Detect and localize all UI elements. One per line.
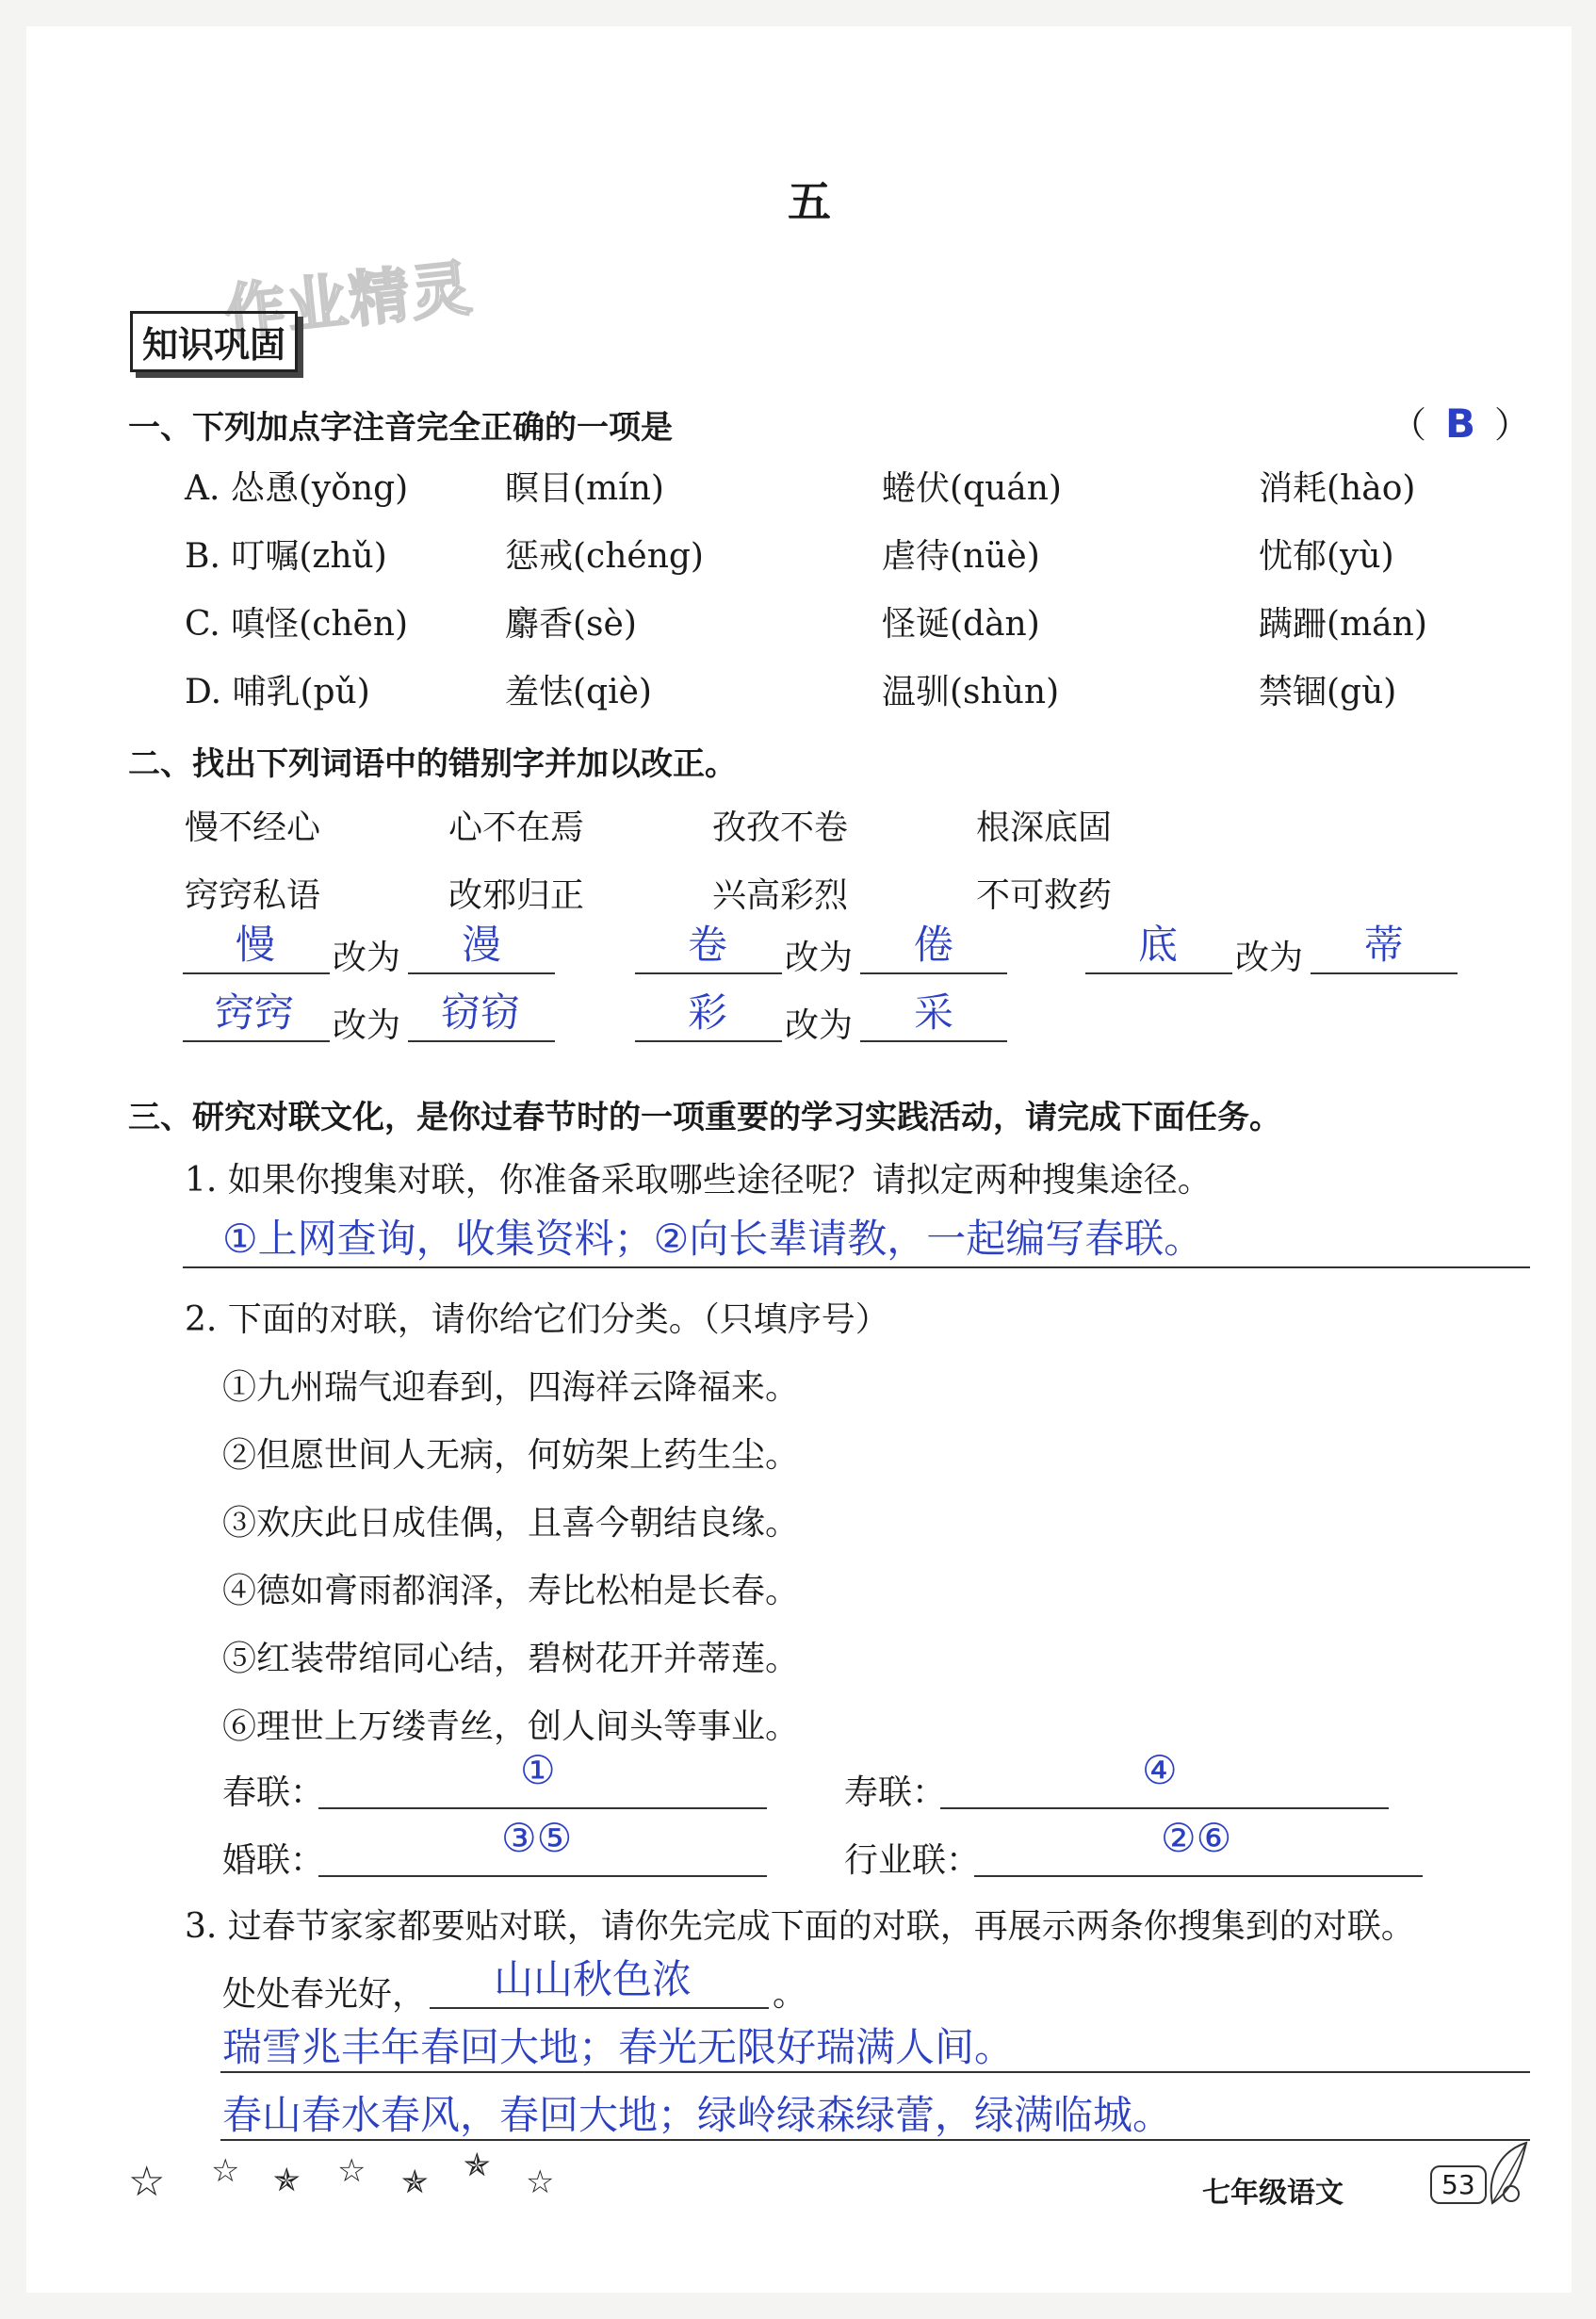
change-to-label: 改为	[785, 1006, 854, 1045]
correction-wrong: 窍窍	[215, 989, 295, 1036]
footer-subject: 七年级语文	[1202, 2177, 1344, 2210]
q1-option-c2: 麝香(sè)	[505, 605, 637, 644]
q1-option-d3: 温驯(shùn)	[882, 673, 1060, 711]
couplet-fill-answer: 山山秋色浓	[494, 1956, 692, 2002]
answer-line	[220, 2071, 1530, 2073]
correction-wrong: 彩	[688, 989, 728, 1036]
q2-word: 心不在焉	[448, 808, 585, 847]
answer-line	[635, 1040, 782, 1042]
section-label: 知识巩固	[130, 311, 298, 372]
q3-part2-prompt: 2. 下面的对联，请你给它们分类。（只填序号）	[185, 1300, 889, 1339]
couplet-item: ③欢庆此日成佳偶，且喜今朝结良缘。	[222, 1504, 800, 1543]
couplet-item: ②但愿世间人无病，何妨架上药生尘。	[222, 1436, 800, 1475]
page-number: 53	[1430, 2165, 1487, 2204]
answer-line	[183, 972, 330, 974]
answer-line	[860, 972, 1007, 974]
correction-right: 蒂	[1364, 922, 1405, 968]
q2-word: 窍窍私语	[185, 876, 321, 915]
correction-wrong: 底	[1138, 922, 1179, 968]
change-to-label: 改为	[333, 939, 401, 977]
spring-couplet-label: 春联：	[222, 1773, 325, 1812]
q3-heading: 三、研究对联文化，是你过春节时的一项重要的学习实践活动，请完成下面任务。	[128, 1099, 1281, 1136]
answer-line	[318, 1875, 767, 1877]
trade-couplet-label: 行业联：	[844, 1841, 981, 1880]
correction-right: 窃窃	[441, 989, 521, 1036]
wedding-couplet-label: 婚联：	[222, 1841, 325, 1880]
longevity-couplet-answer: ④	[1142, 1747, 1178, 1793]
q2-word: 慢不经心	[185, 808, 321, 847]
correction-wrong: 慢	[236, 922, 276, 968]
answer-line	[408, 972, 555, 974]
q1-option-d4: 禁锢(gù)	[1259, 673, 1397, 711]
q1-option-b1: B. 叮嘱(zhǔ)	[185, 537, 387, 576]
answer-line	[408, 1040, 555, 1042]
couplet-prefix: 处处春光好，	[222, 1975, 427, 2014]
answer-line	[430, 2007, 769, 2009]
change-to-label: 改为	[785, 939, 854, 977]
couplet-item: ⑥理世上万缕青丝，创人间头等事业。	[222, 1707, 800, 1746]
q1-option-a2: 瞑目(mín)	[505, 469, 664, 508]
q3-part1-answer: ①上网查询，收集资料；②向长辈请教，一起编写春联。	[222, 1216, 1204, 1262]
q1-option-c3: 怪诞(dàn)	[882, 605, 1040, 644]
q2-word: 不可救药	[976, 876, 1113, 915]
star-icon: ✯	[464, 2147, 491, 2184]
leaf-ornament-icon	[1483, 2137, 1536, 2213]
q1-option-c1: C. 嗔怪(chēn)	[185, 605, 409, 644]
change-to-label: 改为	[333, 1006, 401, 1045]
q1-option-a3: 蜷伏(quán)	[882, 469, 1062, 508]
spring-couplet-answer: ①	[520, 1747, 556, 1793]
answer-line	[183, 1040, 330, 1042]
star-icon: ✯	[401, 2164, 429, 2201]
q1-option-c4: 蹒跚(mán)	[1259, 605, 1427, 644]
answer-line	[220, 2139, 1530, 2141]
q1-option-b2: 惩戒(chéng)	[505, 537, 704, 576]
star-icon: ☆	[526, 2164, 555, 2201]
answer-line	[1311, 972, 1458, 974]
correction-wrong: 卷	[688, 922, 728, 968]
couplet-item: ④德如膏雨都润泽，寿比松柏是长春。	[222, 1572, 800, 1610]
q2-word: 根深底固	[976, 808, 1113, 847]
page	[26, 26, 1572, 2293]
q2-word: 改邪归正	[448, 876, 585, 915]
wedding-couplet-answer: ③⑤	[501, 1815, 573, 1861]
page-title: 五	[788, 176, 831, 227]
answer-line	[974, 1875, 1423, 1877]
star-icon: ☆	[337, 2152, 366, 2190]
q3-part1-prompt: 1. 如果你搜集对联，你准备采取哪些途径呢？请拟定两种搜集途径。	[185, 1161, 1212, 1200]
q1-option-b4: 忧郁(yù)	[1259, 537, 1394, 576]
star-icon: ☆	[211, 2152, 240, 2190]
answer-line	[318, 1807, 767, 1809]
couplet-item: ⑤红装带绾同心结，碧树花开并蒂莲。	[222, 1640, 800, 1678]
q1-option-d2: 羞怯(qiè)	[505, 673, 652, 711]
q2-heading: 二、找出下列词语中的错别字并加以改正。	[128, 745, 737, 783]
q1-option-d1: D. 哺乳(pǔ)	[185, 673, 370, 711]
trade-couplet-answer: ②⑥	[1161, 1815, 1232, 1861]
star-icon: ☆	[128, 2158, 166, 2206]
q1-heading: 一、下列加点字注音完全正确的一项是	[128, 409, 673, 447]
correction-right: 倦	[914, 922, 954, 968]
q1-option-a4: 消耗(hào)	[1259, 469, 1416, 508]
answer-line	[940, 1807, 1389, 1809]
collected-couplet-1: 瑞雪兆丰年春回大地；春光无限好瑞满人间。	[222, 2024, 1015, 2070]
answer-line	[183, 1266, 1530, 1268]
q3-part3-prompt: 3. 过春节家家都要贴对联，请你先完成下面的对联，再展示两条你搜集到的对联。	[185, 1907, 1415, 1946]
q1-option-a1: A. 怂恿(yǒng)	[185, 469, 409, 508]
answer-line	[1085, 972, 1232, 974]
q2-word: 兴高彩烈	[712, 876, 849, 915]
couplet-suffix: 。	[773, 1975, 807, 2014]
longevity-couplet-label: 寿联：	[844, 1773, 947, 1812]
q1-answer: B	[1445, 400, 1476, 447]
collected-couplet-2: 春山春水春风，春回大地；绿岭绿森绿蕾，绿满临城。	[222, 2092, 1173, 2138]
q1-option-b3: 虐待(nüè)	[882, 537, 1040, 576]
watermark: 作业精灵	[221, 253, 477, 350]
correction-right: 采	[914, 989, 954, 1036]
answer-line	[860, 1040, 1007, 1042]
correction-right: 漫	[462, 922, 502, 968]
couplet-item: ①九州瑞气迎春到，四海祥云降福来。	[222, 1368, 800, 1407]
star-icon: ✯	[273, 2162, 301, 2199]
q2-word: 孜孜不卷	[712, 808, 849, 847]
answer-line	[635, 972, 782, 974]
change-to-label: 改为	[1235, 939, 1304, 977]
q1-answer-box: （ B ）	[1391, 400, 1531, 447]
